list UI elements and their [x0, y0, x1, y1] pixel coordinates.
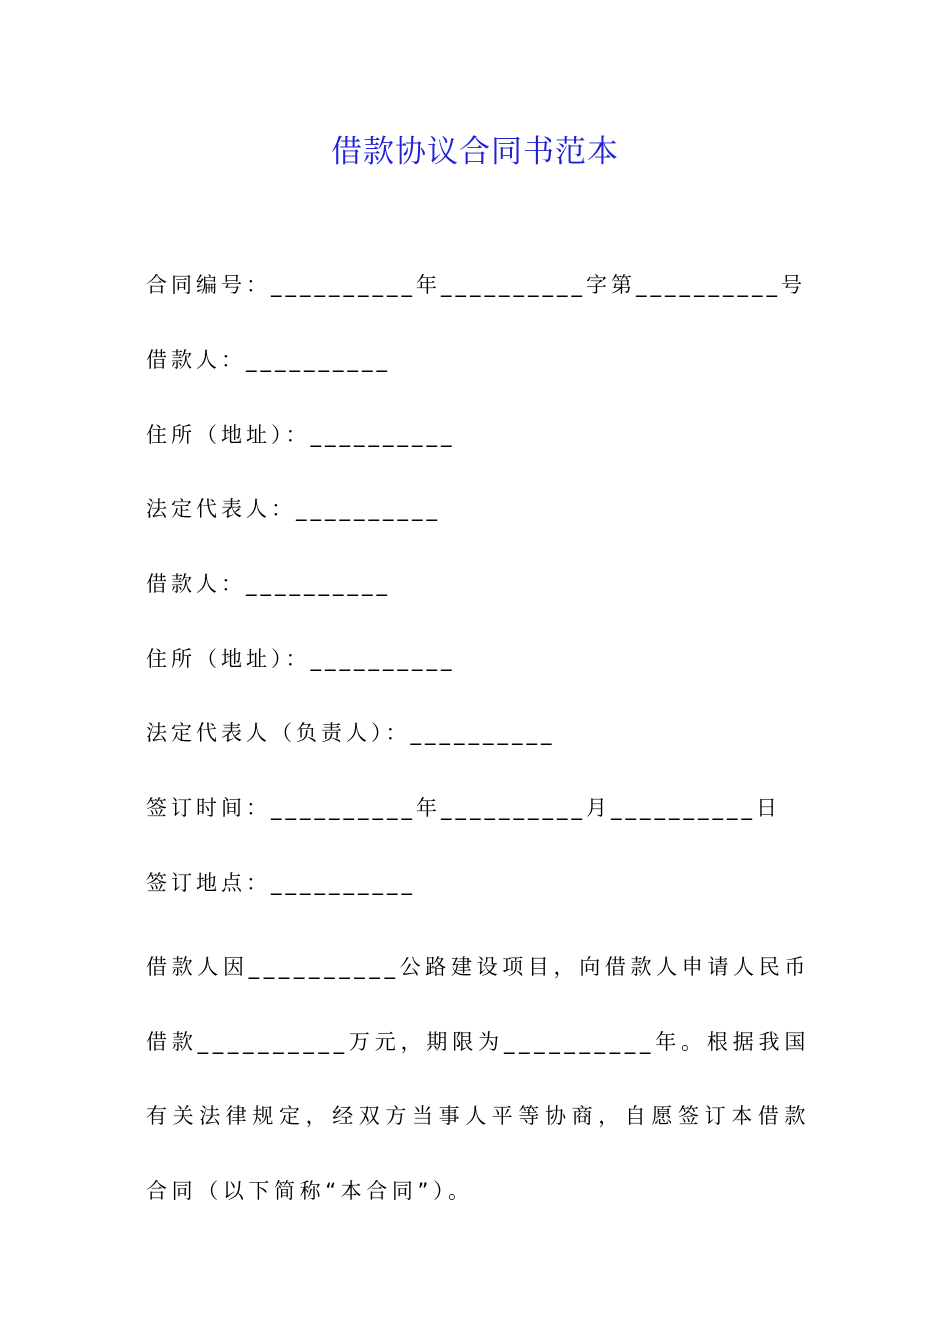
field-borrower-1: 借款人：__________	[146, 348, 391, 372]
field-legal-representative-2: 法定代表人（负责人）：__________	[146, 721, 556, 745]
body-paragraph: 借款人因__________公路建设项目，向借款人申请人民币借款__________万元，期限为__________年。根据我国有关法律规定，经双方当事人平等协商，自愿签订本借款合同（以下简称“本合同”）。	[146, 955, 810, 1203]
field-signing-date: 签订时间：__________年__________月__________日	[146, 796, 781, 820]
field-address-2: 住所（地址）：__________	[146, 647, 456, 671]
field-contract-number: 合同编号：__________年__________字第__________号	[146, 273, 806, 297]
field-signing-place: 签订地点：__________	[146, 871, 416, 895]
field-address-1: 住所（地址）：__________	[146, 423, 456, 447]
field-legal-representative-1: 法定代表人：__________	[146, 497, 441, 521]
document-title: 借款协议合同书范本	[331, 134, 619, 170]
field-borrower-2: 借款人：__________	[146, 572, 391, 596]
